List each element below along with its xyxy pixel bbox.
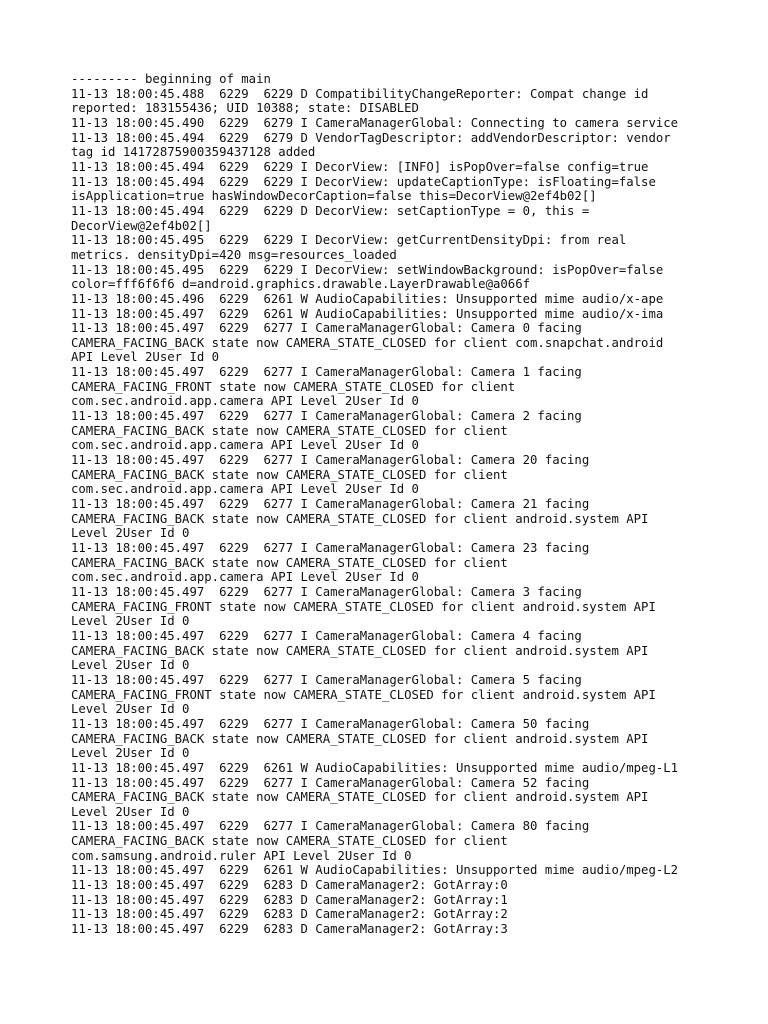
log-line: CAMERA_FACING_BACK state now CAMERA_STATE_CLOSED for client (71, 423, 508, 438)
log-line: 11-13 18:00:45.494 6229 6229 I DecorView: [INFO] isPopOver=false config=true (71, 159, 649, 174)
log-line: Level 2User Id 0 (71, 658, 190, 673)
log-line: 11-13 18:00:45.497 6229 6277 I CameraManagerGlobal: Camera 1 facing (71, 365, 582, 380)
log-line: CAMERA_FACING_FRONT state now CAMERA_STATE_CLOSED for client android.system API (71, 687, 656, 702)
log-line: --------- beginning of main (71, 72, 271, 86)
log-line: 11-13 18:00:45.497 6229 6283 D CameraManager2: GotArray:0 (71, 878, 508, 893)
log-line: 11-13 18:00:45.497 6229 6261 W AudioCapabilities: Unsupported mime audio/x-ima (71, 306, 664, 321)
log-line: 11-13 18:00:45.494 6229 6229 D DecorView: setCaptionType = 0, this = (71, 203, 590, 218)
log-line: 11-13 18:00:45.497 6229 6277 I CameraManagerGlobal: Camera 20 facing (71, 453, 590, 468)
log-line: metrics. densityDpi=420 msg=resources_loaded (71, 247, 397, 262)
log-line: 11-13 18:00:45.496 6229 6261 W AudioCapabilities: Unsupported mime audio/x-ape (71, 291, 664, 306)
log-line: 11-13 18:00:45.497 6229 6261 W AudioCapabilities: Unsupported mime audio/mpeg-L2 (71, 863, 679, 878)
log-line: 11-13 18:00:45.494 6229 6229 I DecorView: updateCaptionType: isFloating=false (71, 174, 656, 189)
log-line: Level 2User Id 0 (71, 746, 190, 761)
log-line: 11-13 18:00:45.495 6229 6229 I DecorView: getCurrentDensityDpi: from real (71, 233, 627, 248)
log-line: 11-13 18:00:45.497 6229 6261 W AudioCapabilities: Unsupported mime audio/mpeg-L1 (71, 760, 679, 775)
log-line: tag id 14172875900359437128 added (71, 145, 316, 160)
log-line: CAMERA_FACING_FRONT state now CAMERA_STATE_CLOSED for client android.system API (71, 599, 656, 614)
log-line: CAMERA_FACING_BACK state now CAMERA_STATE_CLOSED for client android.system API (71, 643, 649, 658)
log-line: CAMERA_FACING_FRONT state now CAMERA_STATE_CLOSED for client (71, 379, 516, 394)
log-line: 11-13 18:00:45.497 6229 6277 I CameraManagerGlobal: Camera 50 facing (71, 716, 590, 731)
log-line: API Level 2User Id 0 (71, 350, 220, 365)
log-line: 11-13 18:00:45.497 6229 6277 I CameraManagerGlobal: Camera 23 facing (71, 541, 590, 555)
log-line: 11-13 18:00:45.497 6229 6277 I CameraManagerGlobal: Camera 3 facing (71, 584, 582, 599)
log-line: Level 2User Id 0 (71, 614, 190, 629)
log-line: CAMERA_FACING_BACK state now CAMERA_STATE_CLOSED for client com.snapchat.android (71, 335, 664, 350)
log-line: 11-13 18:00:45.497 6229 6277 I CameraManagerGlobal: Camera 0 facing (71, 321, 582, 336)
log-line: DecorView@2ef4b02[] (71, 218, 212, 233)
log-line: 11-13 18:00:45.488 6229 6229 D CompatibilityChangeReporter: Compat change id (71, 86, 649, 101)
log-line: CAMERA_FACING_BACK state now CAMERA_STATE_CLOSED for client android.system API (71, 511, 649, 526)
log-line: com.sec.android.app.camera API Level 2User Id 0 (71, 394, 419, 409)
log-line: color=fff6f6f6 d=android.graphics.drawable.LayerDrawable@a066f (71, 277, 531, 292)
log-line: 11-13 18:00:45.497 6229 6283 D CameraManager2: GotArray:2 (71, 907, 508, 922)
log-line: 11-13 18:00:45.495 6229 6229 I DecorView: setWindowBackground: isPopOver=false (71, 262, 664, 277)
log-line: 11-13 18:00:45.497 6229 6283 D CameraManager2: GotArray:1 (71, 892, 508, 907)
log-line: 11-13 18:00:45.497 6229 6277 I CameraManagerGlobal: Camera 4 facing (71, 628, 582, 643)
log-line: 11-13 18:00:45.497 6229 6277 I CameraManagerGlobal: Camera 80 facing (71, 819, 590, 834)
log-line: com.sec.android.app.camera API Level 2User Id 0 (71, 570, 419, 585)
log-line: 11-13 18:00:45.497 6229 6277 I CameraManagerGlobal: Camera 52 facing (71, 775, 590, 790)
log-line: com.sec.android.app.camera API Level 2User Id 0 (71, 482, 419, 497)
log-line: 11-13 18:00:45.497 6229 6283 D CameraManager2: GotArray:3 (71, 922, 508, 937)
log-line: 11-13 18:00:45.497 6229 6277 I CameraManagerGlobal: Camera 21 facing (71, 497, 590, 512)
log-line: com.samsung.android.ruler API Level 2User Id 0 (71, 848, 412, 863)
log-line: CAMERA_FACING_BACK state now CAMERA_STATE_CLOSED for client android.system API (71, 731, 649, 746)
log-line: 11-13 18:00:45.497 6229 6277 I CameraManagerGlobal: Camera 5 facing (71, 672, 582, 687)
log-line: 11-13 18:00:45.494 6229 6279 D VendorTagDescriptor: addVendorDescriptor: vendor (71, 130, 671, 145)
log-document (71, 72, 761, 937)
log-line: 11-13 18:00:45.490 6229 6279 I CameraManagerGlobal: Connecting to camera service (71, 115, 679, 130)
log-line: CAMERA_FACING_BACK state now CAMERA_STATE_CLOSED for client (71, 555, 508, 570)
log-line: com.sec.android.app.camera API Level 2User Id 0 (71, 438, 419, 453)
log-line: Level 2User Id 0 (71, 702, 190, 717)
log-line: Level 2User Id 0 (71, 804, 190, 819)
log-line: CAMERA_FACING_BACK state now CAMERA_STATE_CLOSED for client (71, 467, 508, 482)
log-line: reported: 183155436; UID 10388; state: DISABLED (71, 101, 419, 116)
log-line: 11-13 18:00:45.497 6229 6277 I CameraManagerGlobal: Camera 2 facing (71, 409, 582, 424)
log-line: CAMERA_FACING_BACK state now CAMERA_STATE_CLOSED for client android.system API (71, 790, 649, 805)
log-line: Level 2User Id 0 (71, 526, 190, 541)
log-line: CAMERA_FACING_BACK state now CAMERA_STATE_CLOSED for client (71, 834, 508, 849)
log-line: isApplication=true hasWindowDecorCaption=false this=DecorView@2ef4b02[] (71, 189, 597, 204)
